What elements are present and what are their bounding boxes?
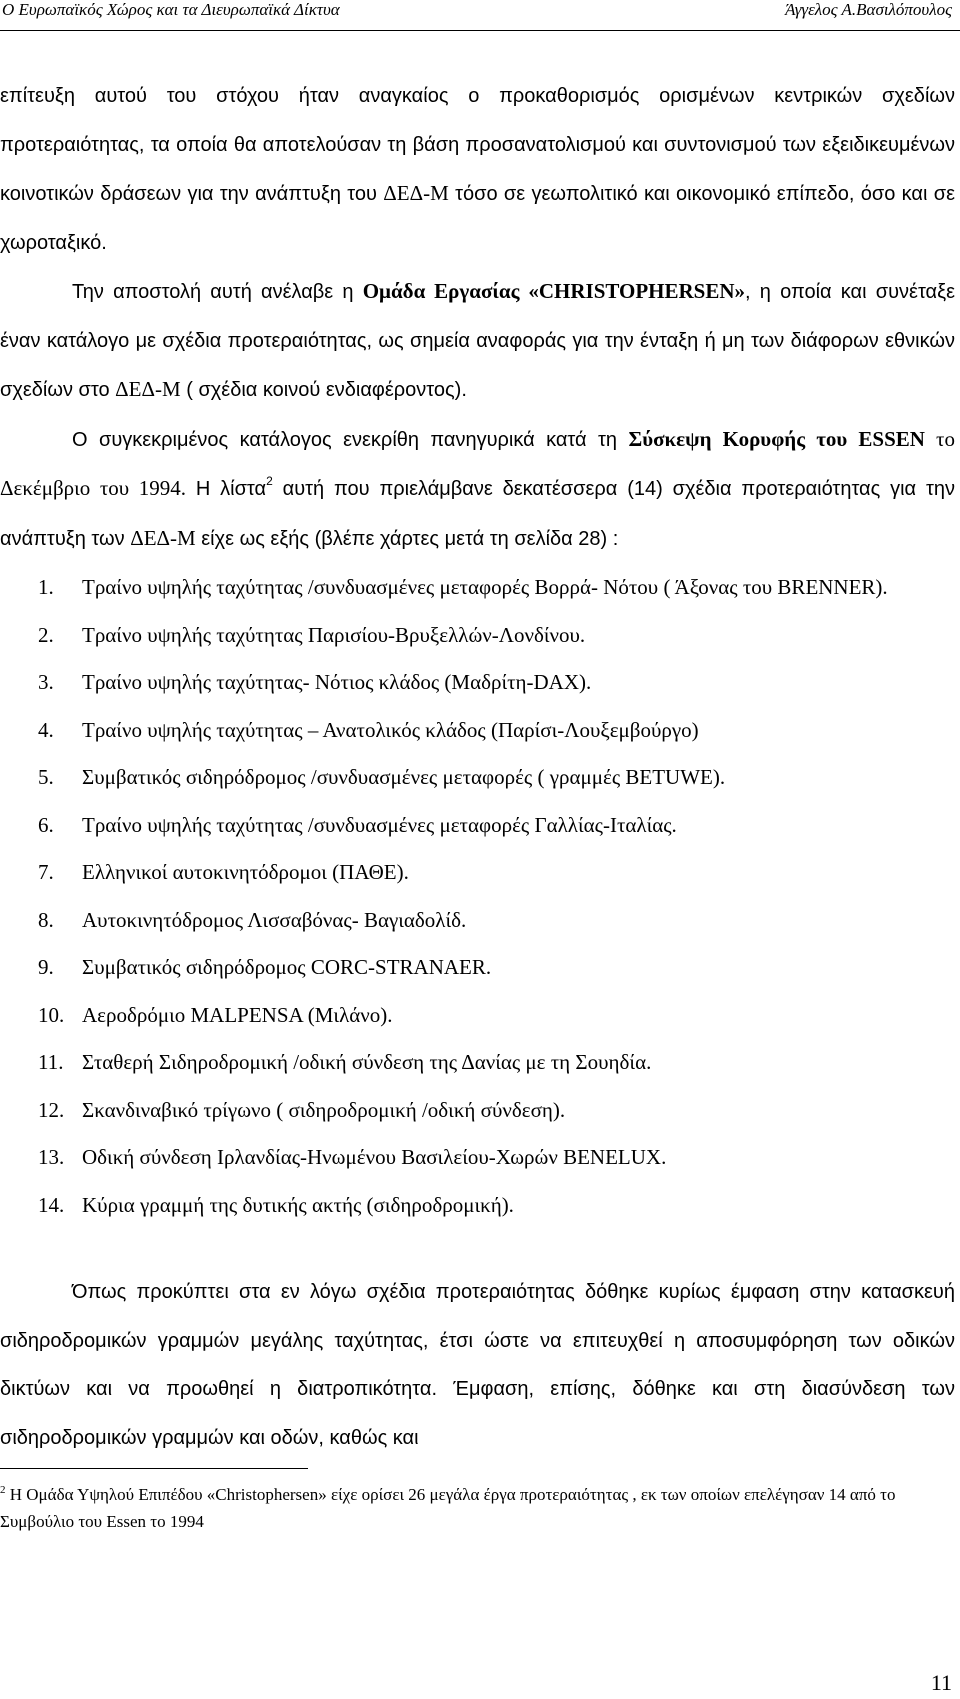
list-item	[0, 612, 955, 659]
closing-paragraph	[0, 1268, 955, 1462]
list-item-text: Σκανδιναβικό τρίγωνο ( σιδηροδρομική /οδική σύνδεση).	[82, 1097, 566, 1122]
header-author: Άγγελος Α.Βασιλόπουλος	[785, 0, 952, 19]
paragraph-3-end: είχε ως εξής (βλέπε χάρτες μετά τη σελίδα 28) :	[195, 527, 619, 550]
paragraph-2-start: Την αποστολή αυτή ανέλαβε η	[72, 281, 363, 303]
running-header	[0, 0, 960, 31]
list-item-number: 11.	[38, 1050, 64, 1074]
list-item-text: Κύρια γραμμή της δυτικής ακτής (σιδηροδρομική).	[82, 1192, 514, 1217]
list-item-number: 5.	[38, 765, 54, 789]
list-item-number: 13.	[38, 1145, 65, 1169]
paragraph-3-start: Ο συγκεκριμένος κατάλογος ενεκρίθη πανηγυρικά κατά τη	[72, 428, 629, 451]
list-item	[0, 1182, 955, 1229]
list-item-number: 8.	[38, 907, 54, 932]
paragraph-1-text: επίτευξη αυτού του στόχου ήταν αναγκαίος ο προκαθορισμός ορισμένων κεντρικών σχεδίων προτεραιότητας, τα οποία θα αποτελούσαν τη βάση προσανατολισμού και συντονισμού των εξειδικευμένων κοινοτικών δράσεων για την ανάπτυξη του	[0, 85, 955, 205]
list-item-number: 9.	[38, 955, 54, 979]
list-item-text: Τραίνο υψηλής ταχύτητας Παρισίου-Βρυξελλών-Λονδίνου.	[82, 622, 586, 647]
list-item-number: 14.	[38, 1192, 65, 1217]
list-item-text: Συμβατικός σιδηρόδρομος /συνδυασμένες μεταφορές ( γραμμές BETUWE).	[82, 765, 726, 789]
list-item-number: 7.	[38, 860, 54, 884]
header-title: Ο Ευρωπαϊκός Χώρος και τα Διευρωπαϊκά Δίκτυα	[2, 0, 340, 19]
list-item-text: Ελληνικοί αυτοκινητόδρομοι (ΠΑΘΕ).	[82, 860, 409, 884]
list-item	[0, 754, 955, 801]
list-item-text: Οδική σύνδεση Ιρλανδίας-Ηνωμένου Βασιλείου-Χωρών BENELUX.	[82, 1145, 667, 1169]
list-item-text: Αυτοκινητόδρομος Λισσαβόνας- Βαγιαδολίδ.	[82, 907, 467, 932]
ded-m-term: ΔΕΔ-Μ	[115, 377, 181, 401]
paragraph-3-mid2: Η λίστα	[185, 478, 267, 500]
list-item-number: 10.	[38, 1002, 65, 1027]
ded-m-term: ΔΕΔ-Μ	[383, 181, 449, 205]
list-item-number: 6.	[38, 812, 54, 837]
list-item	[0, 1039, 955, 1086]
paragraph-3-mid3: αυτή που πριελάμβανε δεκατέσσερα (14) σχέδια προτεραιότητας για την ανάπτυξη των	[0, 478, 955, 550]
list-item-text: Τραίνο υψηλής ταχύτητας- Νότιος κλάδος (Μαδρίτη-DAX).	[82, 670, 592, 694]
summit-date: Δεκέμβριο του 1994.	[0, 476, 186, 500]
list-item-text: Αεροδρόμιο MALPENSA (Μιλάνο).	[82, 1002, 393, 1027]
footnote-text: Η Ομάδα Υψηλού Επιπέδου «Christophersen» είχε ορίσει 26 μεγάλα έργα προτεραιότητας , εκ των οποίων επελέγησαν 14 από το Συμβούλιο του Essen το 1994	[0, 1485, 896, 1531]
list-item-number: 2.	[38, 622, 54, 647]
list-item-number: 3.	[38, 670, 54, 694]
ded-m-term: ΔΕΔ-Μ	[130, 525, 196, 550]
working-group-name: Ομάδα Εργασίας «CHRISTOPHERSEN»	[362, 279, 746, 303]
list-item-text: Τραίνο υψηλής ταχύτητας – Ανατολικός κλάδος (Παρίσι-Λουξεμβούργο)	[82, 717, 699, 742]
main-text	[0, 72, 955, 1228]
list-item	[0, 992, 955, 1039]
list-item	[0, 1087, 955, 1134]
footnote-mark: 2	[0, 1484, 6, 1496]
paragraph-3	[0, 415, 955, 564]
list-item	[0, 802, 955, 849]
list-item	[0, 1134, 955, 1181]
list-item-text: Συμβατικός σιδηρόδρομος CORC-STRANAER.	[82, 955, 492, 979]
footnote-reference[interactable]: 2	[266, 474, 273, 488]
paragraph-1	[0, 72, 955, 267]
summit-name: Σύσκεψη Κορυφής του ESSEN	[628, 426, 925, 451]
footnote	[0, 1481, 955, 1535]
list-item-number: 4.	[38, 717, 54, 742]
footnote-separator	[0, 1468, 308, 1469]
list-item	[0, 944, 955, 991]
list-item	[0, 707, 955, 754]
list-item	[0, 897, 955, 944]
priority-projects-list	[0, 564, 955, 1228]
paragraph-1-end: τόσο σε γεωπολιτικό και οικονομικό επίπεδο, όσο και σε χωροταξικό.	[0, 183, 956, 254]
page-number: 11	[930, 1670, 952, 1695]
list-item-number: 1.	[38, 575, 54, 599]
paragraph-2	[0, 267, 955, 415]
closing-text: Όπως προκύπτει στα εν λόγω σχέδια προτεραιότητας δόθηκε κυρίως έμφαση στην κατασκευή σιδηροδρομικών γραμμών μεγάλης ταχύτητας, έτσι ώστε να επιτευχθεί η αποσυμφόρηση των οδικών δικτύων και να προωθηεί η διατροπικότητα. Έμφαση, επίσης, δόθηκε και στη διασύνδεση των σιδηροδρομικών γραμμών και οδών, καθώς και	[0, 1281, 955, 1449]
list-item	[0, 564, 955, 611]
list-item-text: Τραίνο υψηλής ταχύτητας /συνδυασμένες μεταφορές Βορρά- Νότου ( Άξονας του BRENNER).	[82, 575, 888, 599]
list-item	[0, 659, 955, 706]
list-item	[0, 849, 955, 896]
list-item-number: 12.	[38, 1097, 65, 1122]
paragraph-2-mid: , η οποία και συνέταξε έναν κατάλογο με σχέδια προτεραιότητας, ως σημεία αναφοράς για την ένταξη ή μη των διάφορων εθνικών σχεδίων στο	[0, 281, 955, 401]
paragraph-2-end: ( σχέδια κοινού ενδιαφέροντος).	[180, 379, 467, 401]
list-item-text: Τραίνο υψηλής ταχύτητας /συνδυασμένες μεταφορές Γαλλίας-Ιταλίας.	[82, 812, 677, 837]
paragraph-3-mid1: το	[924, 426, 955, 451]
list-item-text: Σταθερή Σιδηροδρομική /οδική σύνδεση της Δανίας με τη Σουηδία.	[82, 1050, 652, 1074]
